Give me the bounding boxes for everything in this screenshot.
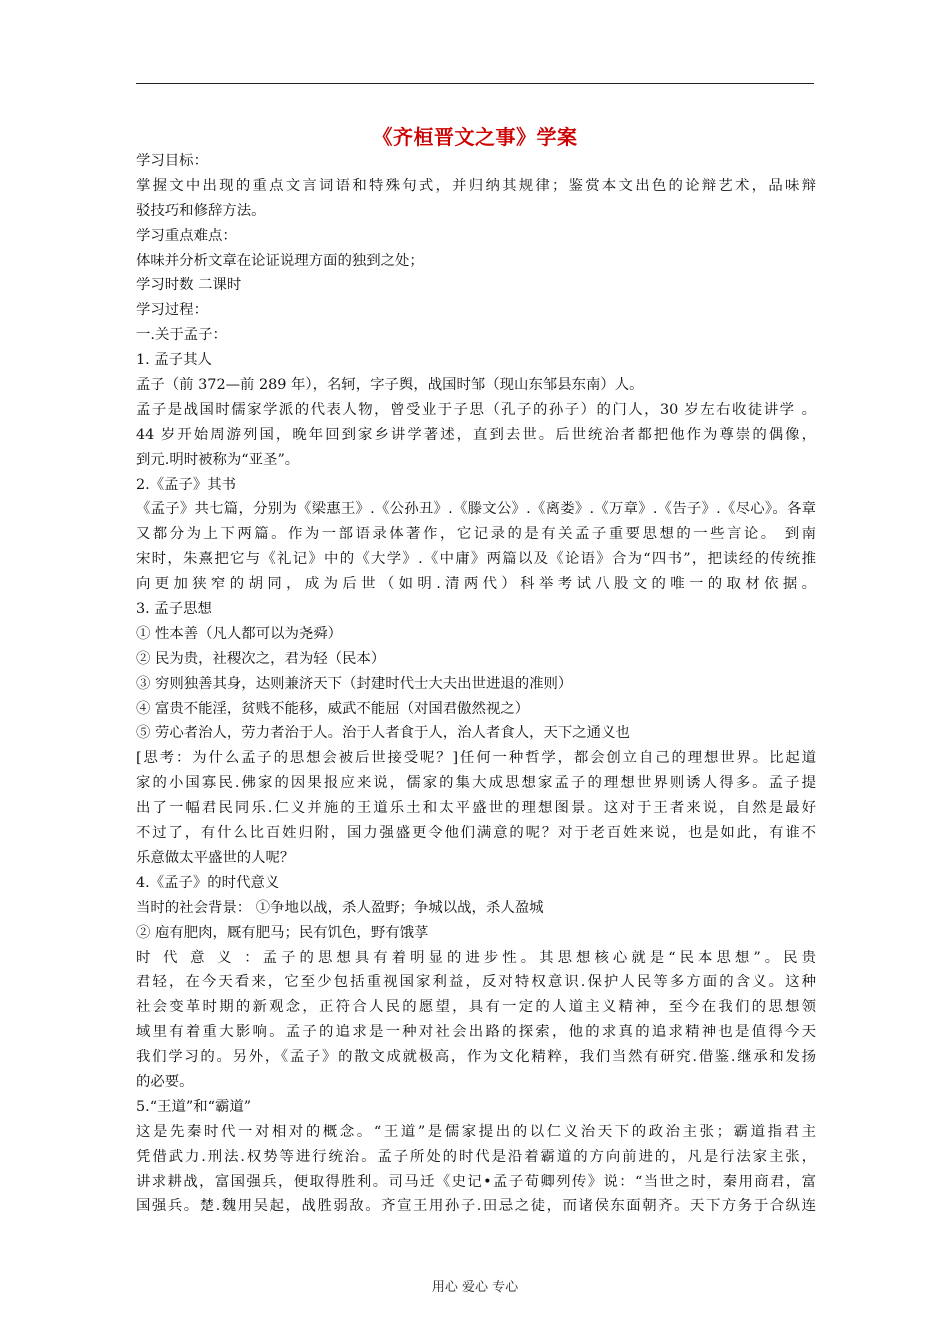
body-line: ② 民为贵，社稷次之，君为轻（民本） — [136, 650, 386, 667]
body-line: 掌握文中出现的重点文言词语和特殊句式，并归纳其规律；鉴赏本文出色的论辩艺术，品味辩 — [136, 177, 816, 194]
body-line: 44 岁开始周游列国，晚年回到家乡讲学著述，直到去世。后世统治者都把他作为尊崇的偶像， — [136, 426, 816, 443]
body-line: 出了一幅君民同乐.仁义并施的王道乐土和太平盛世的理想图景。这对于王者来说，自然是最好 — [136, 800, 816, 817]
body-line: 学习过程： — [136, 302, 208, 319]
body-line: 域里有着重大影响。孟子的追求是一种对社会出路的探索，他的求真的追求精神也是值得今天 — [136, 1024, 816, 1041]
body-line: 宋时，朱熹把它与《礼记》中的《大学》.《中庸》两篇以及《论语》合为“四书”，把读经的传统推 — [136, 551, 816, 568]
body-line: 学习重点难点： — [136, 227, 237, 244]
body-line: 凭借武力.刑法.权势等进行统治。孟子所处的时代是沿着霸道的方向前进的，凡是行法家主张， — [136, 1148, 816, 1165]
body-line: 体味并分析文章在论证说理方面的独到之处； — [136, 252, 424, 269]
body-line: ⑤ 劳心者治人，劳力者治于人。治于人者食于人，治人者食人，天下之通义也 — [136, 725, 630, 742]
body-line: 君轻，在今天看来，它至少包括重视国家利益，反对特权意识.保护人民等多方面的含义。这种 — [136, 974, 816, 991]
body-line: 5.“王道”和“霸道” — [136, 1098, 252, 1115]
body-line: 这是先秦时代一对相对的概念。“王道”是儒家提出的以仁义治天下的政治主张；霸道指君主 — [136, 1123, 816, 1140]
body-line: 又都分为上下两篇。作为一部语录体著作，它记录的是有关孟子重要思想的一些言论。 到南 — [136, 526, 816, 543]
body-line: 向更加狭窄的胡同，成为后世（如明.清两代）科举考试八股文的唯一的取材依据。 — [136, 576, 816, 593]
body-line: 2.《孟子》其书 — [136, 476, 237, 493]
body-line: ④ 富贵不能淫，贫贱不能移，威武不能屈（对国君傲然视之） — [136, 700, 530, 717]
body-line: ① 性本善（凡人都可以为尧舜） — [136, 625, 343, 642]
page-footer: 用心 爱心 专心 — [431, 1280, 519, 1295]
body-line: 孟子（前 372—前 289 年），名轲，字子舆，战国时邹（现山东邹县东南）人。 — [136, 377, 644, 394]
body-line: 4.《孟子》的时代意义 — [136, 874, 280, 891]
body-line: 家的小国寡民.佛家的因果报应来说，儒家的集大成思想家孟子的理想世界则诱人得多。孟子提 — [136, 775, 816, 792]
body-line: 时 代 意 义 ：孟子的思想具有着明显的进步性。其思想核心就是“民本思想”。民贵 — [136, 949, 816, 966]
body-line: 《孟子》共七篇，分别为《梁惠王》.《公孙丑》.《滕文公》.《离娄》.《万章》.《告子》.《尽心》。各章 — [136, 501, 816, 518]
body-line: 孟子是战国时儒家学派的代表人物，曾受业于子思（孔子的孙子）的门人，30 岁左右收徒讲学 。 — [136, 401, 816, 418]
body-line: 我们学习的。另外，《孟子》的散文成就极高，作为文化精粹，我们当然有研究.借鉴.继承和发扬 — [136, 1049, 816, 1066]
body-line: 当时的社会背景： ①争地以战，杀人盈野；争城以战，杀人盈城 — [136, 899, 544, 916]
header-rule — [136, 83, 814, 84]
body-line: 国强兵。楚.魏用吴起，战胜弱敌。齐宣王用孙子.田忌之徒，而诸侯东面朝齐。天下方务于合纵连 — [136, 1198, 816, 1215]
body-line: 一.关于孟子： — [136, 327, 227, 344]
body-line: 学习目标： — [136, 153, 208, 169]
body-line: 讲求耕战，富国强兵，便取得胜利。司马迁《史记•孟子荀卿列传》说：“当世之时，秦用商君，富 — [136, 1173, 816, 1190]
body-line: 到元.明时被称为“亚圣”。 — [136, 451, 300, 468]
body-line: 社会变革时期的新观念，正符合人民的愿望，具有一定的人道主义精神，至今在我们的思想领 — [136, 999, 816, 1016]
body-line: ② 庖有肥肉，厩有肥马；民有饥色，野有饿莩 — [136, 924, 429, 941]
document-body — [136, 149, 816, 1219]
body-line: 不过了，有什么比百姓归附，国力强盛更令他们满意的呢？对于老百姓来说，也是如此，有谁不 — [136, 825, 816, 842]
document-title: 《齐桓晋文之事》学案 — [372, 125, 578, 149]
body-line: 学习时数 二课时 — [136, 277, 242, 294]
body-line: 驳技巧和修辞方法。 — [136, 202, 266, 219]
body-line: ③ 穷则独善其身，达则兼济天下（封建时代士大夫出世进退的准则） — [136, 675, 573, 692]
body-line: 1. 孟子其人 — [136, 352, 212, 369]
body-line: 的必要。 — [136, 1073, 194, 1090]
body-line: 3. 孟子思想 — [136, 601, 212, 618]
body-line: [思考：为什么孟子的思想会被后世接受呢？]任何一种哲学，都会创立自己的理想世界。比起道 — [136, 750, 816, 767]
body-line: 乐意做太平盛世的人呢？ — [136, 849, 295, 866]
